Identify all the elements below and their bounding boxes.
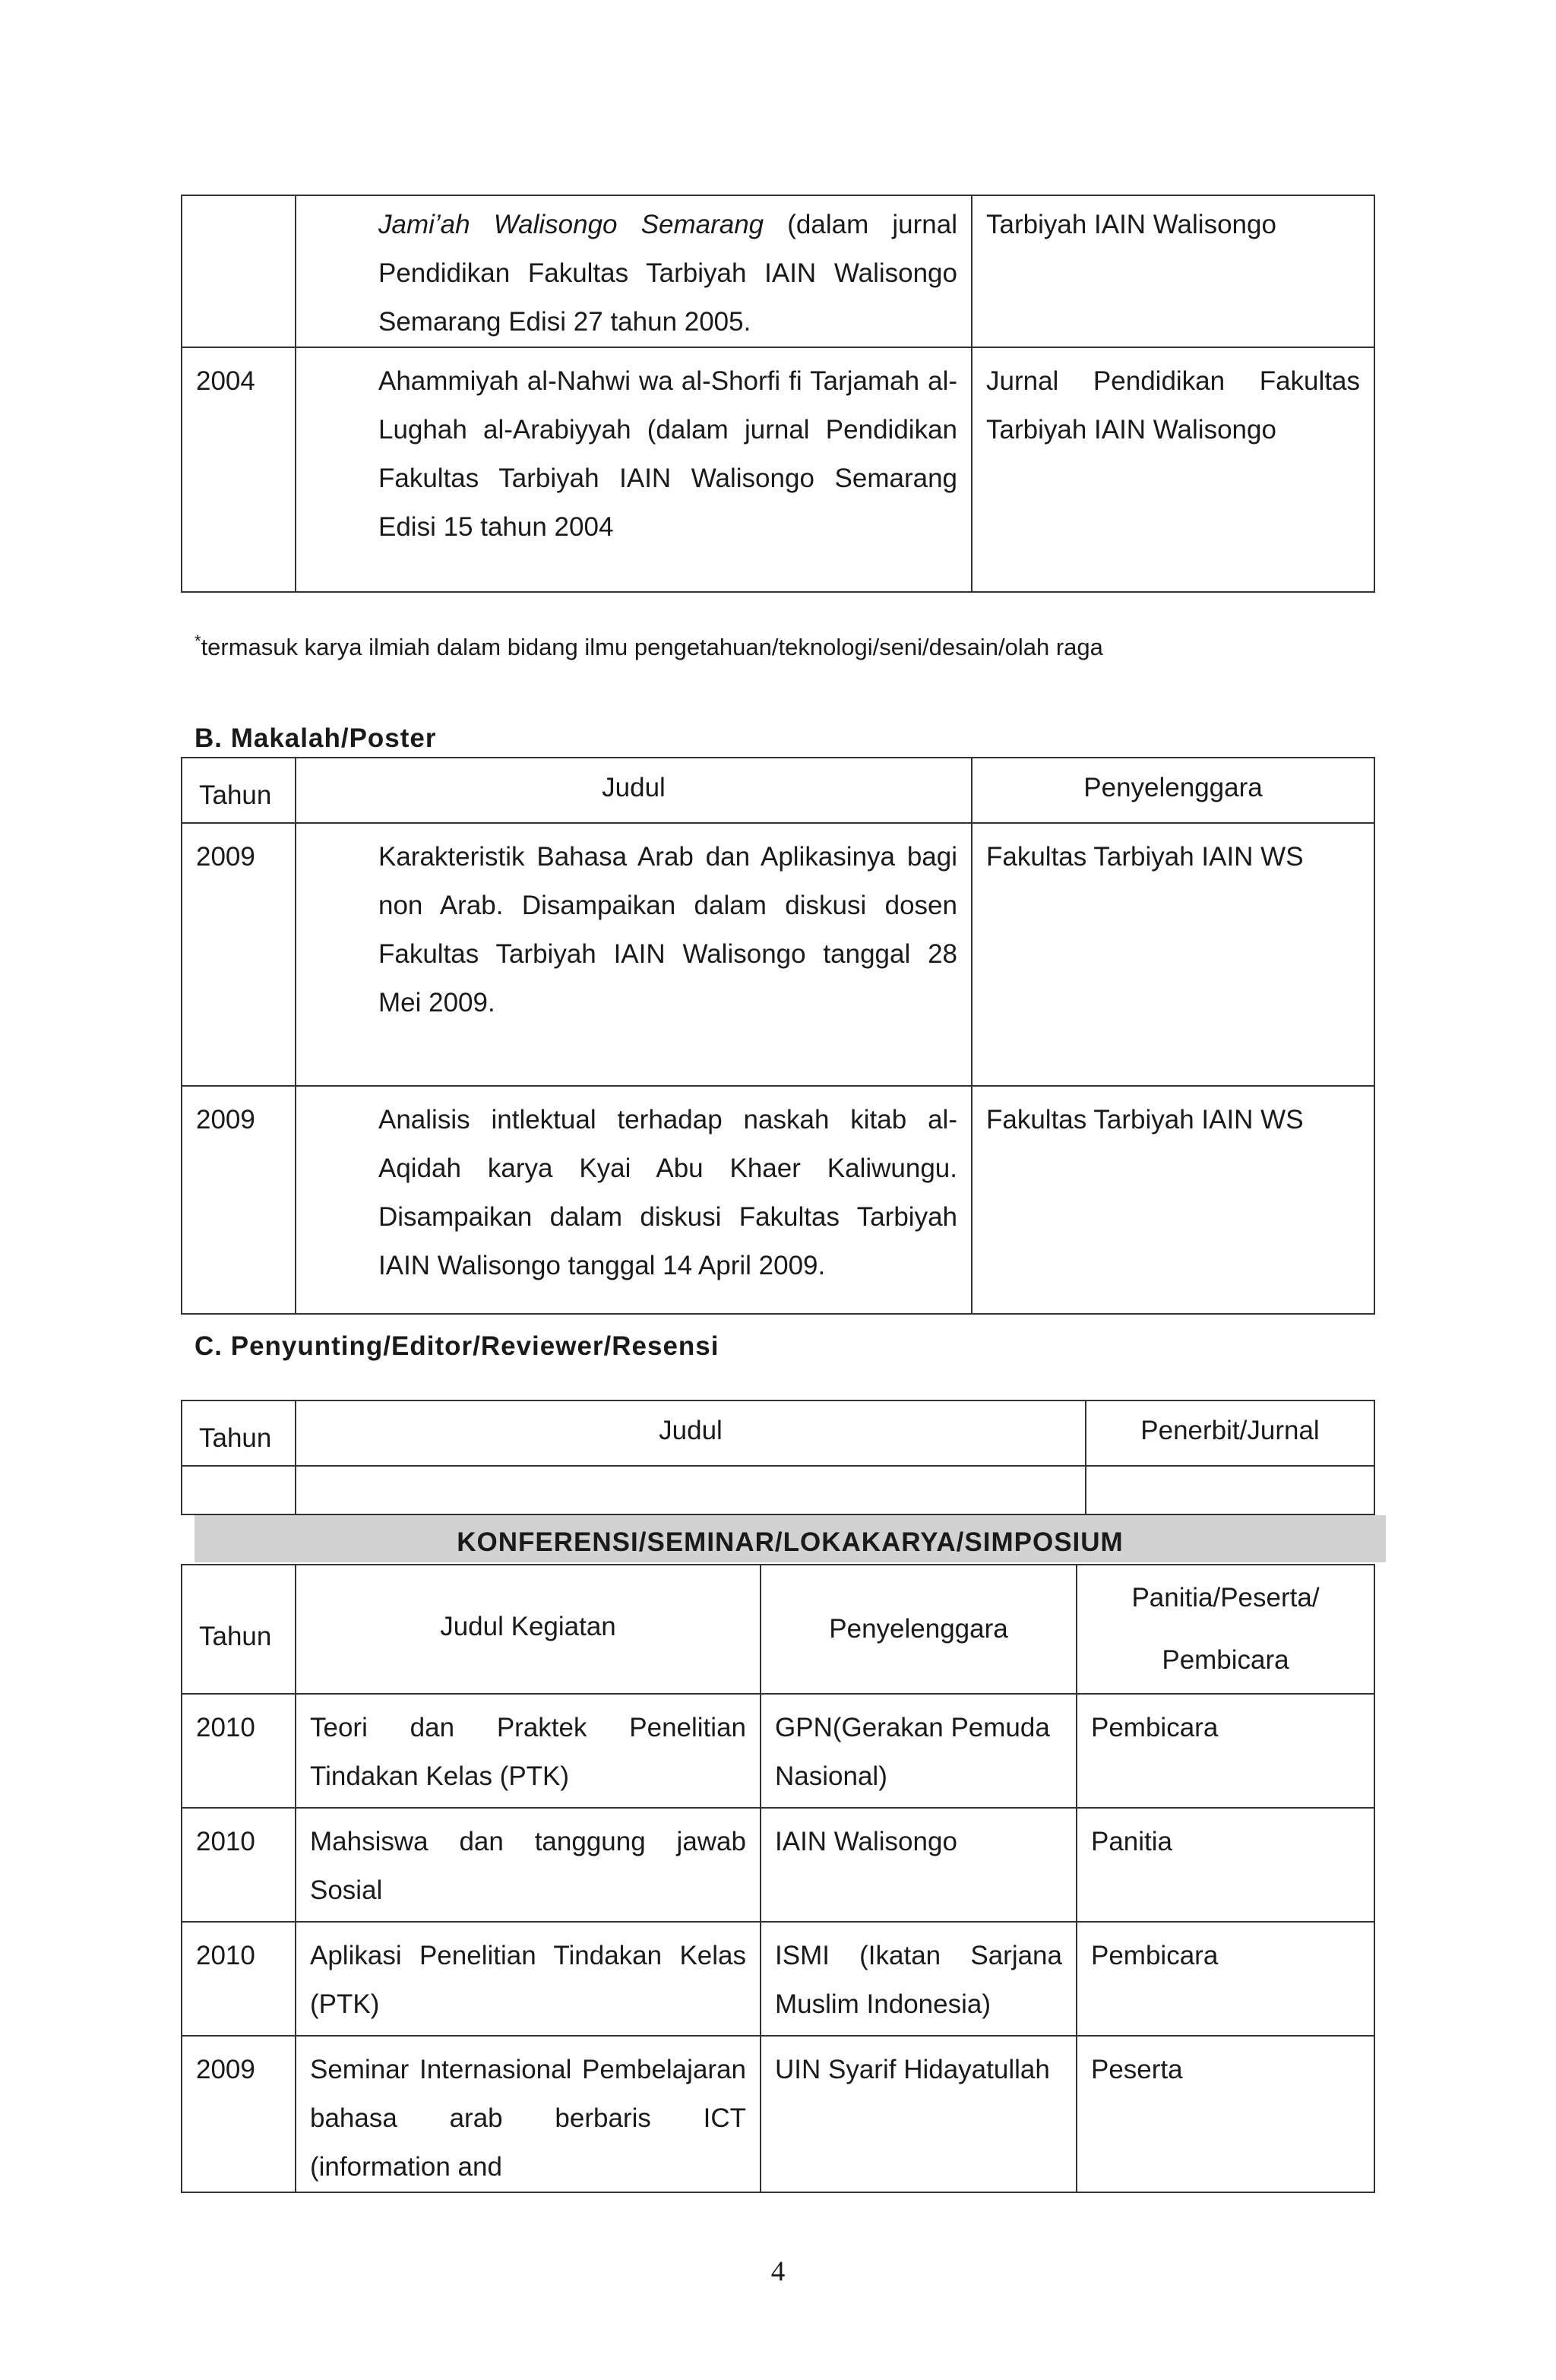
footnote: [194, 632, 1103, 663]
header-year: Tahun: [182, 1400, 296, 1466]
table-header-row: [182, 758, 1374, 823]
table-header-row: [182, 1400, 1374, 1466]
organizer-cell: Fakultas Tarbiyah IAIN WS: [972, 1086, 1374, 1314]
organizer-cell: UIN Syarif Hidayatullah: [761, 2036, 1077, 2192]
footnote-mark: *: [194, 631, 201, 650]
header-title: Judul Kegiatan: [296, 1565, 761, 1694]
header-title: Judul: [296, 1400, 1086, 1466]
role-cell: Pembicara: [1077, 1694, 1374, 1808]
title-italic-text: Jami’ah Walisongo Semarang: [378, 210, 764, 239]
header-organizer: Penyelenggara: [761, 1565, 1077, 1694]
table-penyunting: [181, 1400, 1375, 1515]
header-role-line2: Pembicara: [1162, 1645, 1289, 1675]
year-cell: 2009: [182, 1086, 296, 1314]
year-cell: 2004: [182, 347, 296, 592]
organizer-cell: ISMI (Ikatan Sarjana Muslim Indonesia): [761, 1922, 1077, 2036]
page-number: 4: [770, 2256, 786, 2287]
role-cell: Panitia: [1077, 1808, 1374, 1922]
table-row: [182, 195, 1374, 347]
year-cell: 2010: [182, 1694, 296, 1808]
table-row: [182, 2036, 1374, 2192]
title-cell: Mahsiswa dan tanggung jawab Sosial: [296, 1808, 761, 1922]
table-row: [182, 1922, 1374, 2036]
table-karya-ilmiah-continued: [181, 195, 1375, 593]
header-publisher: Penerbit/Jurnal: [1086, 1400, 1374, 1466]
title-cell: [296, 1466, 1086, 1514]
title-cell: Aplikasi Penelitian Tindakan Kelas (PTK): [296, 1922, 761, 2036]
table-makalah-poster: [181, 757, 1375, 1315]
section-b-title: B. Makalah/Poster: [194, 723, 437, 753]
year-cell: [182, 1466, 296, 1514]
table-row: [182, 1808, 1374, 1922]
header-year: Tahun: [182, 758, 296, 823]
header-title: Judul: [296, 758, 972, 823]
table-row: [182, 823, 1374, 1086]
conference-banner: [194, 1515, 1386, 1562]
table-row: [182, 1466, 1374, 1514]
organizer-cell: Fakultas Tarbiyah IAIN WS: [972, 823, 1374, 1086]
publisher-cell: Jurnal Pendidikan Fakultas Tarbiyah IAIN Walisongo: [972, 347, 1374, 592]
title-cell: [296, 347, 972, 592]
conference-banner-title: KONFERENSI/SEMINAR/LOKAKARYA/SIMPOSIUM: [457, 1527, 1124, 1557]
publisher-cell: Tarbiyah IAIN Walisongo: [972, 195, 1374, 347]
header-organizer: Penyelenggara: [972, 758, 1374, 823]
role-cell: Peserta: [1077, 2036, 1374, 2192]
title-cell: [296, 195, 972, 347]
title-cell: Seminar Internasional Pembelajaran bahasa arab berbaris ICT (information and: [296, 2036, 761, 2192]
title-cell: Analisis intlektual terhadap naskah kitab al-Aqidah karya Kyai Abu Khaer Kaliwungu. Disampaikan dalam diskusi Fakultas Tarbiyah IAIN Walisongo tanggal 14 April 2009.: [296, 1086, 972, 1314]
year-cell: 2009: [182, 2036, 296, 2192]
table-row: [182, 1086, 1374, 1314]
header-role-line1: Panitia/Peserta/: [1131, 1583, 1320, 1613]
title-cell: Karakteristik Bahasa Arab dan Aplikasinya bagi non Arab. Disampaikan dalam diskusi dosen Fakultas Tarbiyah IAIN Walisongo tanggal 28 Mei 2009.: [296, 823, 972, 1086]
table-row: [182, 1694, 1374, 1808]
title-text: Ahammiyah al-Nahwi wa al-Shorfi fi Tarjamah al-Lughah al-Arabiyyah (dalam jurnal Pendidikan Fakultas Tarbiyah IAIN Walisongo Semarang Edisi 15 tahun 2004: [378, 366, 957, 542]
year-cell: [182, 195, 296, 347]
footnote-text: termasuk karya ilmiah dalam bidang ilmu pengetahuan/teknologi/seni/desain/olah raga: [201, 634, 1103, 660]
table-header-row: [182, 1565, 1374, 1694]
table-konferensi: [181, 1564, 1375, 2193]
header-year: Tahun: [182, 1565, 296, 1694]
role-cell: Pembicara: [1077, 1922, 1374, 2036]
section-c-title: C. Penyunting/Editor/Reviewer/Resensi: [194, 1331, 719, 1361]
title-text: (dalam jurnal Pendidikan Fakultas Tarbiyah IAIN Walisongo Semarang Edisi 27 tahun 2005.: [378, 210, 957, 337]
year-cell: 2010: [182, 1922, 296, 2036]
header-role: [1077, 1565, 1374, 1694]
organizer-cell: GPN(Gerakan Pemuda Nasional): [761, 1694, 1077, 1808]
year-cell: 2010: [182, 1808, 296, 1922]
publisher-cell: [1086, 1466, 1374, 1514]
table-row: [182, 347, 1374, 592]
title-cell: Teori dan Praktek Penelitian Tindakan Kelas (PTK): [296, 1694, 761, 1808]
organizer-cell: IAIN Walisongo: [761, 1808, 1077, 1922]
year-cell: 2009: [182, 823, 296, 1086]
